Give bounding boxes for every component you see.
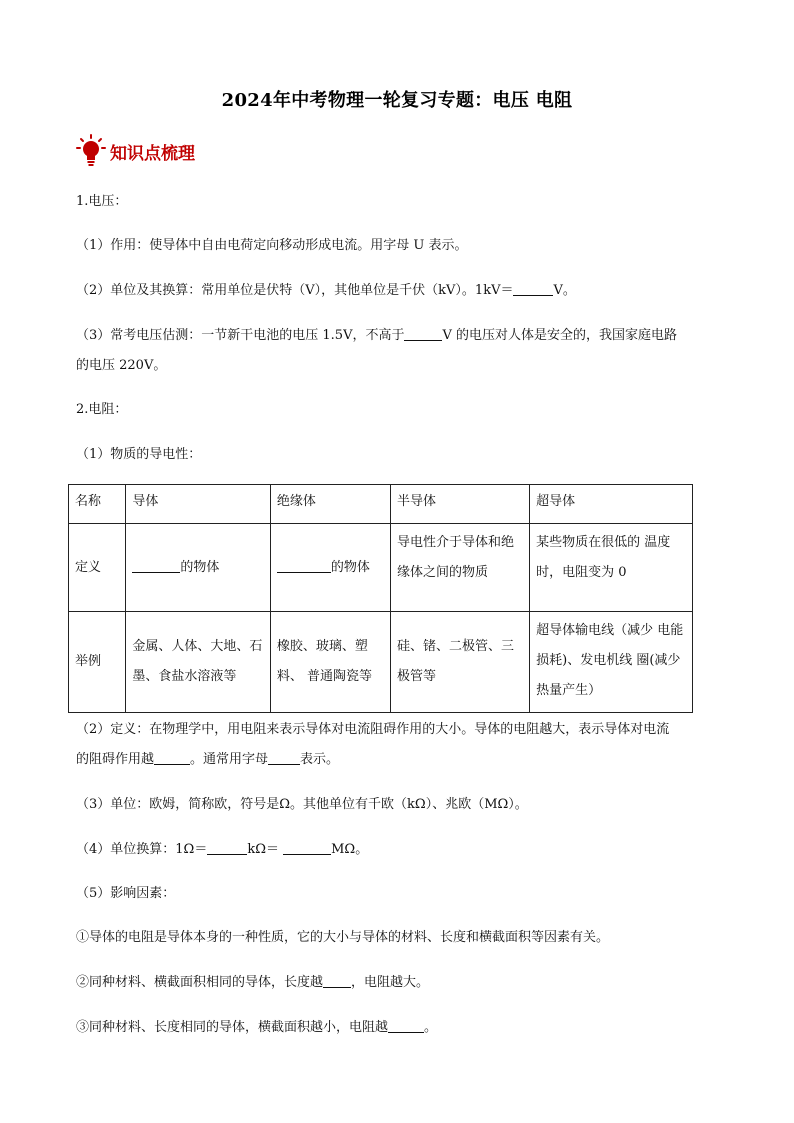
- table-row: [69, 612, 693, 713]
- resistance-item-5: （5）影响因素：: [76, 886, 176, 901]
- factor-3-text: ③同种材料、长度相同的导体，横截面积越小，电阻越: [76, 1020, 389, 1035]
- table-header-cell: 导体: [126, 485, 270, 524]
- table-header-cell: 名称: [69, 485, 126, 524]
- resistance-item-2-text-2: 。通常用字母: [190, 752, 269, 767]
- voltage-item-3-text: （3）常考电压估测：一节新干电池的电压 1.5V，不高于: [76, 328, 405, 343]
- resistance-item-2-text-3: 表示。: [300, 752, 340, 767]
- resistance-item-4-text-3: MΩ。: [331, 842, 369, 857]
- resistance-item-4-text-2: kΩ＝: [247, 842, 284, 857]
- resistance-heading: 2.电阻：: [76, 402, 128, 417]
- cell-text: 的物体: [330, 559, 370, 575]
- fill-blank: [323, 973, 351, 988]
- table-cell: 橡胶、玻璃、塑料、 普通陶瓷等: [270, 612, 390, 713]
- table-cell: [126, 524, 270, 612]
- row-label: 举例: [69, 612, 126, 713]
- voltage-item-3: [76, 321, 726, 351]
- voltage-item-2: [76, 276, 726, 306]
- factor-3-text-2: 。: [424, 1020, 438, 1035]
- resistance-item-4: [76, 835, 726, 865]
- fill-blank: [277, 558, 331, 573]
- fill-blank: [207, 840, 247, 855]
- fill-blank: [154, 750, 190, 765]
- table-header-cell: 绝缘体: [270, 485, 390, 524]
- row-label: 定义: [69, 524, 126, 612]
- voltage-item-3-text-2: V 的电压对人体是安全的，我国家庭电路: [442, 328, 677, 343]
- table-cell: 某些物质在很低的 温度时，电阻变为 0: [530, 524, 693, 612]
- factor-2-text: ②同种材料、横截面积相同的导体，长度越: [76, 975, 324, 990]
- fill-blank: [268, 750, 300, 765]
- resistance-item-1: （1）物质的导电性：: [76, 447, 202, 462]
- table-row: [69, 524, 693, 612]
- lightbulb-icon: [76, 134, 106, 168]
- table-header-cell: 半导体: [390, 485, 529, 524]
- voltage-item-2-unit: V。: [553, 283, 576, 298]
- resistance-item-3: （3）单位：欧姆，简称欧，符号是Ω。其他单位有千欧（kΩ）、兆欧（MΩ）。: [76, 797, 528, 812]
- table-cell: 超导体输电线（减少 电能损耗)、发电机线 圈(减少热量产生）: [530, 612, 693, 713]
- fill-blank: [404, 326, 442, 341]
- resistance-item-4-text: （4）单位换算：1Ω＝: [76, 842, 208, 857]
- table-header-cell: 超导体: [530, 485, 693, 524]
- resistance-item-2: （2）定义：在物理学中，用电阻来表示导体对电流阻碍作用的大小。导体的电阻越大，表示导体对电流: [76, 722, 670, 737]
- factor-2: [76, 968, 726, 998]
- voltage-item-1: （1）作用：使导体中自由电荷定向移动形成电流。用字母 U 表示。: [76, 238, 468, 253]
- table-cell: 硅、锗、二极管、三极管等: [390, 612, 529, 713]
- voltage-item-2-text: （2）单位及其换算：常用单位是伏特（V），其他单位是千伏（kV）。1kV＝: [76, 283, 514, 298]
- fill-blank: [132, 558, 180, 573]
- factor-1: ①导体的电阻是导体本身的一种性质，它的大小与导体的材料、长度和横截面积等因素有关。: [76, 930, 610, 945]
- resistance-item-2-text: 的阻碍作用越: [76, 752, 155, 767]
- factor-3: [76, 1013, 726, 1043]
- resistance-item-2-cont: [76, 745, 726, 775]
- table-cell: 金属、人体、大地、石墨、食盐水溶液等: [126, 612, 270, 713]
- page-title: 2024年中考物理一轮复习专题：电压 电阻: [221, 90, 573, 111]
- cell-text: 的物体: [180, 559, 220, 575]
- section-heading: [76, 134, 195, 168]
- table-cell: [270, 524, 390, 612]
- section-label: 知识点梳理: [110, 143, 195, 164]
- voltage-item-3-cont: 的电压 220V。: [76, 358, 167, 373]
- factor-2-text-2: ，电阻越大。: [351, 975, 430, 990]
- conductivity-table: [68, 484, 693, 713]
- fill-blank: [388, 1018, 424, 1033]
- table-cell: 导电性介于导体和绝缘体之间的物质: [390, 524, 529, 612]
- fill-blank: [513, 281, 553, 296]
- fill-blank: [283, 840, 331, 855]
- voltage-heading: 1.电压：: [76, 194, 128, 209]
- table-header-row: [69, 485, 693, 524]
